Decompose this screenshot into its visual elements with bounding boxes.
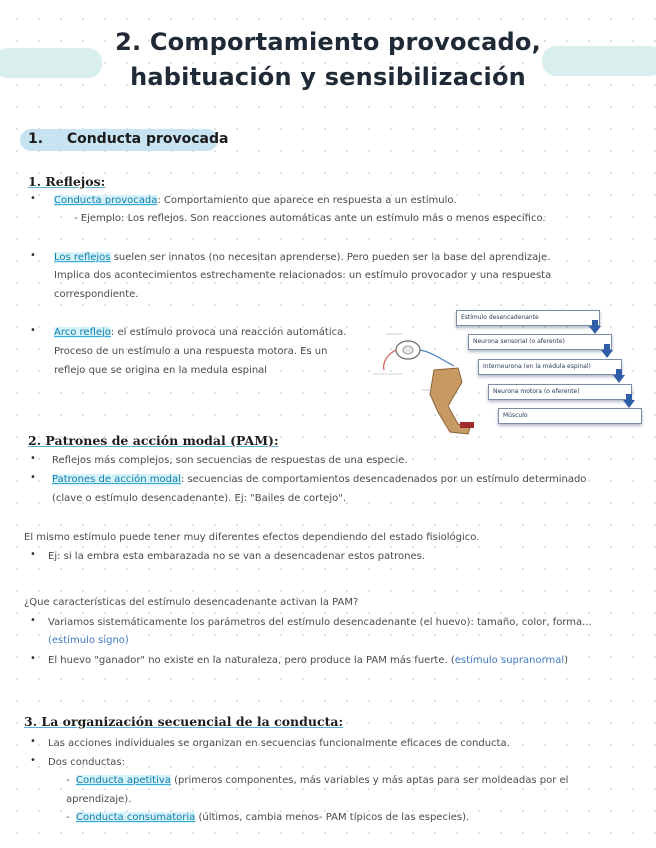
pam-q-b2 xyxy=(48,654,568,667)
bullet: • xyxy=(30,653,36,664)
bullet: • xyxy=(30,755,36,766)
dash: - xyxy=(66,775,70,786)
pam-q-b1: Variamos sistemáticamente los parámetros del estímulo desencadenante (el huevo): tamaño, color, forma... xyxy=(48,617,592,628)
reflejos-b2 xyxy=(54,251,550,264)
bullet: • xyxy=(30,736,36,747)
pam-q-b2-end: ) xyxy=(564,655,569,666)
reflejos-b2-l2: Implica dos acontecimientos estrechamente relacionados: un estímulo provocador y una respuesta xyxy=(54,270,552,281)
org-s1-text: (primeros componentes, más variables y más aptas para ser moldeadas por el xyxy=(170,775,569,786)
diagram-box-musculo: Músculo xyxy=(498,408,642,424)
pam-b2-l2: (clave o estímulo desencadenante). Ej: "Bailes de cortejo". xyxy=(52,493,347,504)
reflejos-b3 xyxy=(54,326,346,339)
leg-illustration xyxy=(372,324,482,436)
term-conducta-consumatoria: Conducta consumatoria xyxy=(76,812,196,823)
diagram-box-estimulo: Estímulo desencadenante xyxy=(456,310,600,326)
pam-q-b1-l2: (estímulo signo) xyxy=(48,635,129,646)
reflex-arc-diagram xyxy=(372,306,642,436)
page-title-line2: habituación y sensibilización xyxy=(130,63,526,91)
pam-b2-text: : secuencias de comportamientos desencadenados por un estímulo determinado xyxy=(180,474,587,485)
pam-p1-b: Ej: si la embra esta embarazada no se van a desencadenar estos patrones. xyxy=(48,551,425,562)
org-s2-text: (últimos, cambia menos- PAM típicos de las especies). xyxy=(195,812,470,823)
term-conducta-provocada: Conducta provocada xyxy=(54,195,158,206)
term-estimulo-supranormal: estímulo supranormal xyxy=(454,655,565,666)
arrow-down-icon xyxy=(601,350,613,358)
term-patrones-accion-modal: Patrones de acción modal xyxy=(52,474,181,485)
b3-text: : el estímulo provoca una reacción automática. xyxy=(110,327,347,338)
diagram-box-neurona-sensorial: Neurona sensorial (o aferente) xyxy=(468,334,612,350)
reflejos-b3-l2: Proceso de un estímulo a una respuesta motora. Es un xyxy=(54,346,328,357)
pam-p1: El mismo estímulo puede tener muy diferentes efectos dependiendo del estado fisiológico. xyxy=(24,532,480,543)
reflejos-b1 xyxy=(54,194,457,207)
org-b1: Las acciones individuales se organizan en secuencias funcionalmente eficaces de conducta. xyxy=(48,738,510,749)
term-los-reflejos: Los reflejos xyxy=(54,252,111,263)
arrow-down-icon xyxy=(613,375,625,383)
bullet: • xyxy=(30,549,36,560)
page-title-line1: 2. Comportamiento provocado, xyxy=(115,28,541,56)
org-heading: 3. La organización secuencial de la conducta: xyxy=(24,714,344,729)
pam-question: ¿Que características del estímulo desencadenante activan la PAM? xyxy=(24,597,359,608)
section-1-heading xyxy=(28,131,228,147)
reflejos-b3-l3: reflejo que se origina en la medula espinal xyxy=(54,365,268,376)
dash: - xyxy=(66,812,70,823)
bullet: • xyxy=(30,250,36,261)
b1-text: : Comportamiento que aparece en respuesta a un estímulo. xyxy=(157,195,457,206)
term-arco-reflejo: Arco reflejo xyxy=(54,327,111,338)
diagram-box-neurona-motora: Neurona motora (o eferente) xyxy=(488,384,632,400)
bullet: • xyxy=(30,325,36,336)
bullet: • xyxy=(30,472,36,483)
b2-text: suelen ser innatos (no necesitan aprenderse). Pero pueden ser la base del aprendizaje. xyxy=(110,252,551,263)
org-b2: Dos conductas: xyxy=(48,757,125,768)
pam-b1: Reflejos más complejos, son secuencias de respuestas de una especie. xyxy=(52,455,408,466)
arrow-down-icon xyxy=(623,400,635,408)
pam-heading: 2. Patrones de acción modal (PAM): xyxy=(28,433,279,448)
term-conducta-apetitiva: Conducta apetitiva xyxy=(76,775,171,786)
pam-b2 xyxy=(52,473,586,486)
reflejos-b1-sub: - Ejemplo: Los reflejos. Son reacciones automáticas ante un estímulo más o menos específico. xyxy=(74,213,546,224)
bullet: • xyxy=(30,453,36,464)
diagram-box-interneurona: Interneurona (en la médula espinal) xyxy=(478,359,622,375)
section-1-label: Conducta provocada xyxy=(66,131,229,147)
org-s1 xyxy=(76,774,568,787)
bullet: • xyxy=(30,193,36,204)
section-1-number: 1. xyxy=(28,131,44,147)
arrow-down-icon xyxy=(589,326,601,334)
org-s2 xyxy=(76,811,469,824)
org-s1-l2: aprendizaje). xyxy=(66,794,132,805)
bullet: • xyxy=(30,615,36,626)
reflejos-b2-l3: correspondiente. xyxy=(54,289,139,300)
pam-q-b2-text: El huevo "ganador" no existe en la naturaleza, pero produce la PAM más fuerte. ( xyxy=(48,655,455,666)
reflejos-heading: 1. Reflejos: xyxy=(28,174,106,189)
